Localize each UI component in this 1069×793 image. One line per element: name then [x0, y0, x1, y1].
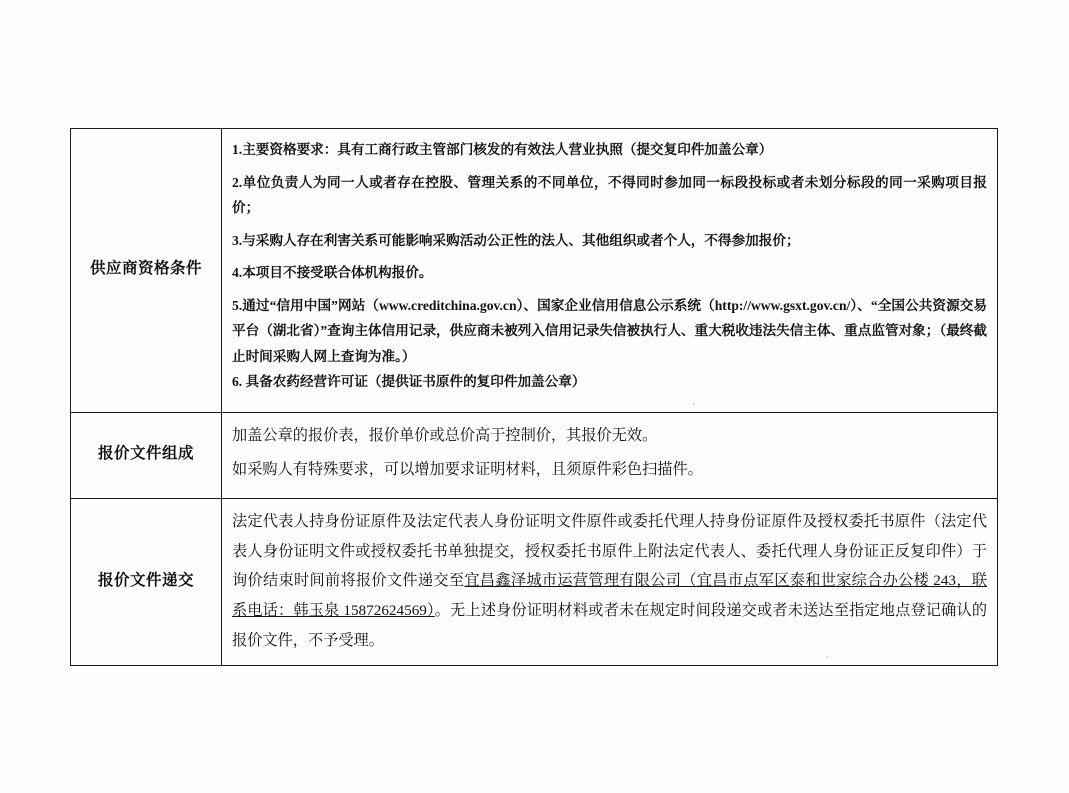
table-row-quotation-composition	[71, 412, 998, 498]
scan-speck-1	[693, 403, 695, 405]
row-content-supplier-qualification	[222, 129, 998, 413]
qualification-item-3: 3.与采购人存在利害关系可能影响采购活动公正性的法人、其他组织或者个人，不得参加报价；	[232, 232, 800, 248]
scan-speck-2	[826, 656, 828, 658]
row-label-supplier-qualification: 供应商资格条件	[71, 129, 222, 413]
submission-paragraph	[232, 507, 987, 655]
submission-text-underlined: 宜昌鑫泽城市运营管理有限公司（宜昌市点军区泰和世家综合办公楼 243，联系电话：韩玉泉 15872624569）	[232, 572, 988, 620]
row-content-quotation-composition	[222, 412, 998, 498]
qualification-item-1: 1.主要资格要求：具有工商行政主管部门核发的有效法人营业执照（提交复印件加盖公章）	[232, 142, 773, 157]
composition-line-1: 加盖公章的报价表，报价单价或总价高于控制价，其报价无效。	[232, 426, 658, 444]
qualification-item-2: 2.单位负责人为同一人或者存在控股、管理关系的不同单位，不得同时参加同一标段投标或者未划分标段的同一采购项目报价；	[232, 174, 987, 216]
submission-text-part1: 法定代表人持身份证原件及法定代表人身份证明文件原件或委托代理人持身份证原件及授权委托书原件（法定代表人身份证明文件或授权委托书单独提交，授权委托书原件上附法定代表人、委托代理人身份证正反复印件）于询价结束时间前将报价文件递交至	[232, 513, 987, 590]
row-label-quotation-composition: 报价文件组成	[71, 412, 222, 498]
submission-text-part2: 。无上述身份证明材料或者未在规定时间段递交或者未送达至指定地点登记确认的报价文件，不予受理。	[232, 602, 988, 649]
row-label-quotation-submission: 报价文件递交	[71, 499, 222, 666]
composition-line-2: 如采购人有特殊要求，可以增加要求证明材料，且须原件彩色扫描件。	[232, 460, 703, 478]
row-content-quotation-submission	[222, 499, 998, 666]
table-row-supplier-qualification	[71, 129, 998, 413]
qualification-item-4: 4.本项目不接受联合体机构报价。	[232, 265, 433, 281]
requirements-table	[70, 128, 998, 666]
qualification-item-6: 6. 具备农药经营许可证（提供证书原件的复印件加盖公章）	[232, 374, 586, 390]
qualification-item-5: 5.通过“信用中国”网站（www.creditchina.gov.cn）、国家企业信用信息公示系统（http://www.gsxt.gov.cn/）、“全国公共资源交易平台（湖北省）”查询主体信用记录，供应商未被列入信用记录失信被执行人、重大税收违法失信主体、重点监管对象；（最终截止时间采购人网上查询为准。）	[232, 297, 987, 364]
table-row-quotation-submission	[71, 499, 998, 666]
